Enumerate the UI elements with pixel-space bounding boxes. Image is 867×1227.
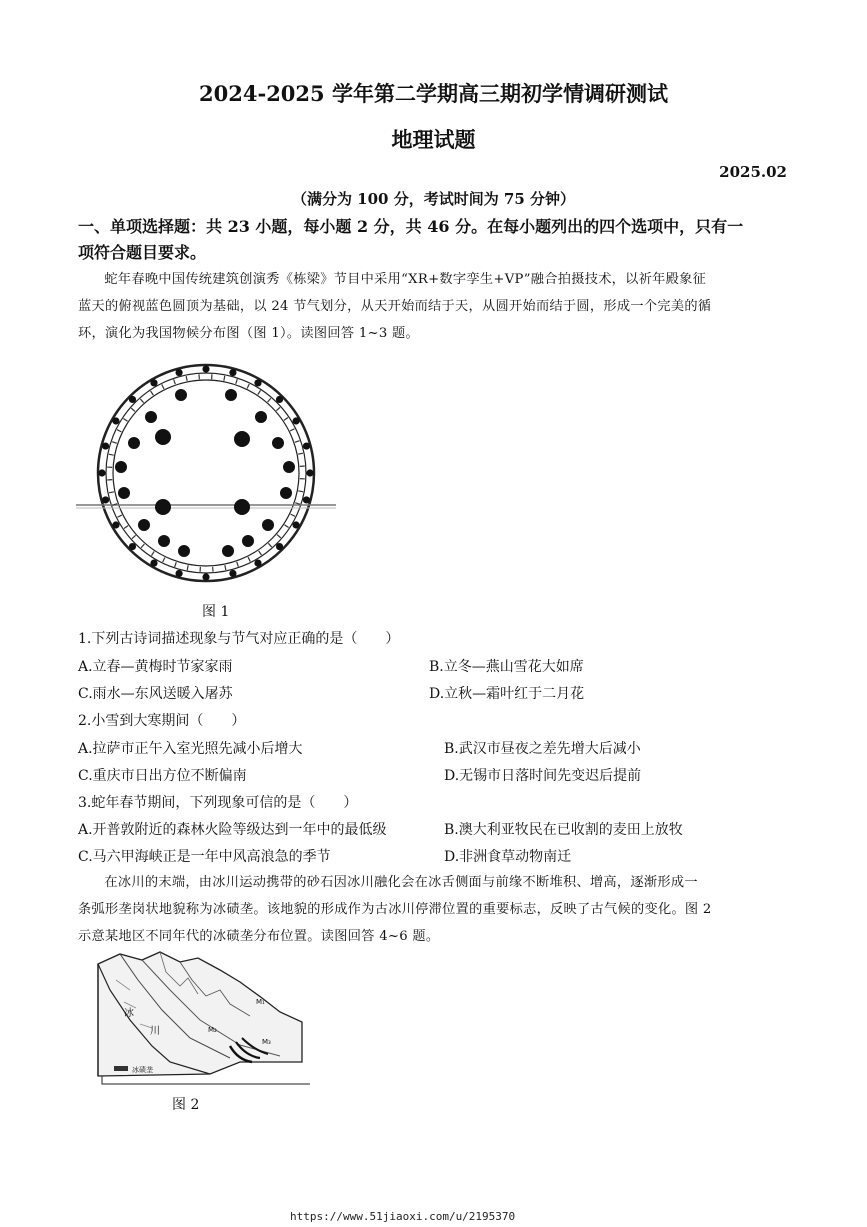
ring-marker bbox=[276, 543, 283, 550]
ring-tick bbox=[112, 442, 117, 444]
q3-option-c: C.马六甲海峡正是一年中风高浪急的季节 bbox=[78, 849, 331, 865]
figure-1-caption: 图 1 bbox=[202, 604, 230, 620]
ring-marker bbox=[292, 417, 299, 424]
ring-marker bbox=[150, 559, 157, 566]
inner-dots bbox=[115, 389, 295, 557]
q3-option-a: A.开普敦附近的森林火险等级达到一年中的最低级 bbox=[78, 822, 387, 838]
ring-marker bbox=[129, 543, 136, 550]
q1-option-b: B.立冬—燕山雪花大如席 bbox=[429, 659, 584, 675]
label-m2: M₂ bbox=[208, 1026, 217, 1034]
passage-2-line2: 条弧形垄岗状地貌称为冰碛垄。该地貌的形成作为古冰川停滞位置的重要标志，反映了古气候的变化。图 2 bbox=[78, 902, 712, 917]
ring-tick bbox=[291, 514, 295, 516]
glacier-label-2: 川 bbox=[150, 1026, 160, 1037]
ring-tick bbox=[117, 515, 121, 517]
ring-marker bbox=[306, 469, 313, 476]
ring-tick bbox=[162, 384, 164, 388]
ring-tick bbox=[236, 379, 238, 384]
q1-option-c: C.雨水—东风送暖入屠苏 bbox=[78, 686, 233, 702]
passage-2 bbox=[78, 869, 790, 950]
section-heading-line1: 一、单项选择题：共 23 小题，每小题 2 分，共 46 分。在每小题列出的四个选项中，只有一 bbox=[78, 217, 744, 236]
ring-marker bbox=[229, 369, 236, 376]
ring-tick bbox=[123, 418, 127, 421]
ring-tick bbox=[109, 454, 114, 455]
ring-tick bbox=[140, 399, 143, 403]
ring-marker bbox=[202, 365, 209, 372]
q2-option-d: D.无锡市日落时间先变迟后提前 bbox=[444, 768, 642, 784]
ring-marker bbox=[276, 396, 283, 403]
ring-tick bbox=[141, 544, 144, 548]
figure-1-phenology-circle bbox=[76, 355, 336, 595]
ring-tick bbox=[277, 535, 281, 538]
ring-tick bbox=[268, 543, 271, 547]
ring-tick bbox=[290, 429, 294, 431]
q3-option-b: B.澳大利亚牧民在已收割的麦田上放牧 bbox=[444, 822, 683, 838]
ring-tick bbox=[224, 376, 225, 381]
q2-option-a: A.拉萨市正午入室光照先减小后增大 bbox=[78, 741, 303, 757]
ring-tick bbox=[109, 492, 114, 493]
legend-label: 冰碛垄 bbox=[132, 1066, 153, 1074]
q3-option-d: D.非洲食草动物南迁 bbox=[444, 849, 572, 865]
ring-tick bbox=[259, 551, 262, 555]
ring-tick bbox=[284, 418, 288, 421]
ring-tick bbox=[284, 525, 288, 528]
exam-title: 2024-2025 学年第二学期高三期初学情调研测试 bbox=[199, 81, 668, 106]
ring-tick bbox=[151, 391, 154, 395]
ring-marker bbox=[254, 379, 261, 386]
ring-marker bbox=[129, 396, 136, 403]
ring-tick bbox=[295, 503, 300, 505]
ring-marker bbox=[98, 469, 105, 476]
ring-marker bbox=[303, 442, 310, 449]
question-3-stem: 3.蛇年春节期间，下列现象可信的是（ ） bbox=[78, 795, 358, 811]
passage-1-line3: 环，演化为我国物候分布图（图 1）。读图回答 1~3 题。 bbox=[78, 326, 420, 341]
passage-1-line2: 蓝天的俯视蓝色圆顶为基础，以 24 节气划分，从天开始而结于天，从圆开始而结于圆，形成一个完美的循 bbox=[78, 299, 712, 314]
passage-2-line3: 示意某地区不同年代的冰碛垄分布位置。读图回答 4~6 题。 bbox=[78, 929, 440, 944]
label-m3: M₃ bbox=[262, 1038, 271, 1046]
ring-markers bbox=[98, 365, 313, 580]
ring-tick bbox=[151, 551, 154, 555]
ring-marker bbox=[303, 496, 310, 503]
ring-marker bbox=[102, 496, 109, 503]
ring-tick bbox=[268, 398, 271, 402]
ring-tick bbox=[225, 565, 226, 570]
ring-marker bbox=[229, 570, 236, 577]
ring-tick bbox=[124, 526, 128, 529]
section-heading bbox=[78, 214, 790, 266]
ring-tick bbox=[186, 376, 187, 381]
passage-2-line1: 在冰川的末端，由冰川运动携带的砂石因冰川融化会在冰舌侧面与前缘不断堆积、增高，逐渐形成一 bbox=[104, 875, 698, 890]
question-1-stem: 1.下列古诗词描述现象与节气对应正确的是（ ） bbox=[78, 631, 400, 647]
passage-1-line1: 蛇年春晚中国传统建筑创演秀《栋梁》节目中采用“XR+数字孪生+VP”融合拍摄技术，以祈年殿象征 bbox=[104, 272, 707, 287]
ring-tick bbox=[163, 558, 165, 562]
ring-tick bbox=[247, 384, 249, 388]
ring-tick bbox=[248, 557, 250, 561]
legend-swatch bbox=[114, 1066, 128, 1071]
exam-date: 2025.02 bbox=[719, 163, 787, 181]
ring-tick bbox=[132, 535, 136, 538]
ring-tick bbox=[131, 408, 135, 411]
q2-option-b: B.武汉市昼夜之差先增大后减小 bbox=[444, 741, 641, 757]
ring-tick bbox=[237, 562, 239, 567]
figure-2-glacier-diagram bbox=[80, 950, 310, 1090]
ring-tick bbox=[117, 430, 121, 432]
ring-tick bbox=[298, 491, 303, 492]
glacier-label-1: 冰 bbox=[124, 1008, 134, 1019]
question-2-stem: 2.小雪到大寒期间（ ） bbox=[78, 713, 246, 729]
footer-url: https://www.51jiaoxi.com/u/2195370 bbox=[290, 1210, 516, 1223]
full-score-note: （满分为 100 分，考试时间为 75 分钟） bbox=[291, 190, 576, 208]
ring-marker bbox=[112, 521, 119, 528]
ring-tick bbox=[295, 441, 300, 443]
q2-option-c: C.重庆市日出方位不断偏南 bbox=[78, 768, 247, 784]
ring-tick bbox=[298, 453, 303, 454]
ring-marker bbox=[292, 521, 299, 528]
label-m1: M₁ bbox=[256, 998, 265, 1006]
section-heading-line2: 项符合题目要求。 bbox=[78, 243, 207, 262]
ring-marker bbox=[150, 379, 157, 386]
ring-tick bbox=[187, 565, 188, 570]
subject-title: 地理试题 bbox=[391, 127, 476, 152]
ring-marker bbox=[112, 417, 119, 424]
ring-tick bbox=[258, 390, 261, 394]
passage-1 bbox=[78, 266, 790, 347]
q1-option-d: D.立秋—霜叶红于二月花 bbox=[429, 686, 585, 702]
ring-marker bbox=[102, 442, 109, 449]
ring-marker bbox=[202, 573, 209, 580]
ring-tick bbox=[175, 562, 177, 567]
q1-option-a: A.立春—黄梅时节家家雨 bbox=[78, 659, 233, 675]
ring-tick bbox=[174, 379, 176, 384]
ring-marker bbox=[175, 570, 182, 577]
ring-marker bbox=[175, 369, 182, 376]
ring-tick bbox=[276, 407, 280, 410]
ring-marker bbox=[254, 559, 261, 566]
figure-2-caption: 图 2 bbox=[172, 1097, 200, 1113]
